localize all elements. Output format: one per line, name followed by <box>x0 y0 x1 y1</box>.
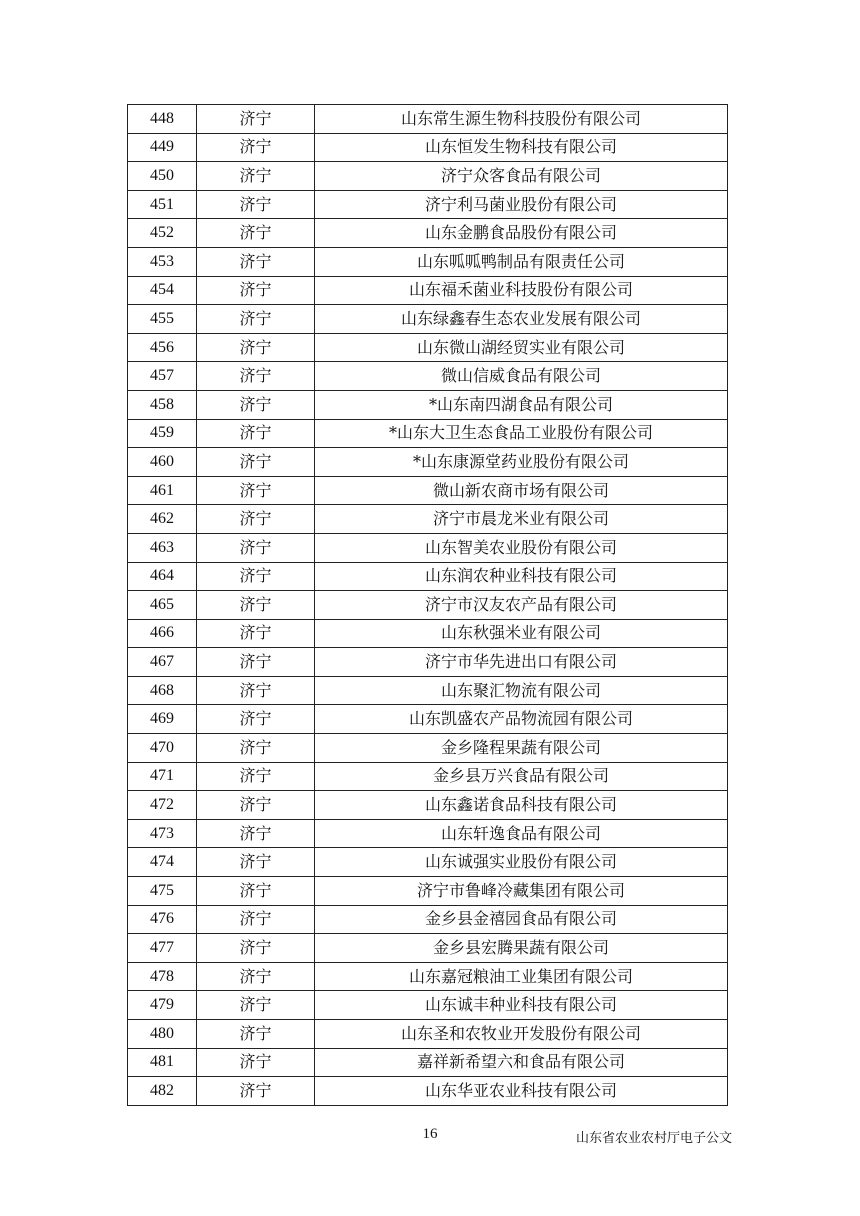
city-cell: 济宁 <box>197 448 315 477</box>
table-row <box>128 848 728 877</box>
table-row <box>128 819 728 848</box>
company-name-cell: 济宁市汉友农产品有限公司 <box>315 591 728 620</box>
table-row <box>128 791 728 820</box>
table-row <box>128 105 728 134</box>
table-row <box>128 448 728 477</box>
row-number-cell: 474 <box>128 848 197 877</box>
table-row <box>128 762 728 791</box>
table-row <box>128 305 728 334</box>
city-cell: 济宁 <box>197 505 315 534</box>
city-cell: 济宁 <box>197 877 315 906</box>
company-name-cell: 金乡县万兴食品有限公司 <box>315 762 728 791</box>
city-cell: 济宁 <box>197 734 315 763</box>
city-cell: 济宁 <box>197 247 315 276</box>
city-cell: 济宁 <box>197 390 315 419</box>
table-row <box>128 591 728 620</box>
row-number-cell: 468 <box>128 676 197 705</box>
city-cell: 济宁 <box>197 962 315 991</box>
company-name-cell: 山东微山湖经贸实业有限公司 <box>315 333 728 362</box>
table-row <box>128 476 728 505</box>
company-name-cell: 山东恒发生物科技有限公司 <box>315 133 728 162</box>
company-name-cell: 山东润农种业科技有限公司 <box>315 562 728 591</box>
row-number-cell: 481 <box>128 1048 197 1077</box>
table-row <box>128 676 728 705</box>
company-name-cell: 山东鑫诺食品科技有限公司 <box>315 791 728 820</box>
company-name-cell: 济宁众客食品有限公司 <box>315 162 728 191</box>
company-name-cell: 山东凯盛农产品物流园有限公司 <box>315 705 728 734</box>
company-name-cell: 山东常生源生物科技股份有限公司 <box>315 105 728 134</box>
city-cell: 济宁 <box>197 105 315 134</box>
table-row <box>128 505 728 534</box>
city-cell: 济宁 <box>197 848 315 877</box>
company-name-cell: 山东华亚农业科技有限公司 <box>315 1077 728 1106</box>
table-row <box>128 562 728 591</box>
city-cell: 济宁 <box>197 905 315 934</box>
table-row <box>128 905 728 934</box>
table-row <box>128 533 728 562</box>
row-number-cell: 479 <box>128 991 197 1020</box>
company-name-cell: 金乡县金禧园食品有限公司 <box>315 905 728 934</box>
company-name-cell: 山东诚强实业股份有限公司 <box>315 848 728 877</box>
row-number-cell: 475 <box>128 877 197 906</box>
company-name-cell: 济宁市晨龙米业有限公司 <box>315 505 728 534</box>
city-cell: 济宁 <box>197 591 315 620</box>
table-row <box>128 619 728 648</box>
city-cell: 济宁 <box>197 162 315 191</box>
row-number-cell: 476 <box>128 905 197 934</box>
city-cell: 济宁 <box>197 676 315 705</box>
company-name-cell: *山东大卫生态食品工业股份有限公司 <box>315 419 728 448</box>
city-cell: 济宁 <box>197 1048 315 1077</box>
city-cell: 济宁 <box>197 619 315 648</box>
company-name-cell: 山东福禾菌业科技股份有限公司 <box>315 276 728 305</box>
row-number-cell: 453 <box>128 247 197 276</box>
company-name-cell: 山东智美农业股份有限公司 <box>315 533 728 562</box>
company-name-cell: 山东呱呱鸭制品有限责任公司 <box>315 247 728 276</box>
city-cell: 济宁 <box>197 705 315 734</box>
page-number: 16 <box>422 1126 438 1142</box>
row-number-cell: 457 <box>128 362 197 391</box>
table-row <box>128 162 728 191</box>
row-number-cell: 465 <box>128 591 197 620</box>
company-name-cell: 山东圣和农牧业开发股份有限公司 <box>315 1020 728 1049</box>
table-row <box>128 934 728 963</box>
table-body <box>128 105 728 1106</box>
table-row <box>128 419 728 448</box>
row-number-cell: 482 <box>128 1077 197 1106</box>
row-number-cell: 466 <box>128 619 197 648</box>
table-row <box>128 276 728 305</box>
company-name-cell: 山东诚丰种业科技有限公司 <box>315 991 728 1020</box>
table-row <box>128 219 728 248</box>
city-cell: 济宁 <box>197 533 315 562</box>
city-cell: 济宁 <box>197 419 315 448</box>
row-number-cell: 451 <box>128 190 197 219</box>
table-row <box>128 1020 728 1049</box>
company-name-cell: 金乡隆程果蔬有限公司 <box>315 734 728 763</box>
row-number-cell: 467 <box>128 648 197 677</box>
company-name-cell: *山东南四湖食品有限公司 <box>315 390 728 419</box>
city-cell: 济宁 <box>197 133 315 162</box>
city-cell: 济宁 <box>197 333 315 362</box>
row-number-cell: 478 <box>128 962 197 991</box>
city-cell: 济宁 <box>197 276 315 305</box>
row-number-cell: 450 <box>128 162 197 191</box>
city-cell: 济宁 <box>197 1020 315 1049</box>
company-name-cell: 山东轩逸食品有限公司 <box>315 819 728 848</box>
row-number-cell: 477 <box>128 934 197 963</box>
table-row <box>128 962 728 991</box>
table-row <box>128 1077 728 1106</box>
company-name-cell: 山东聚汇物流有限公司 <box>315 676 728 705</box>
table-row <box>128 247 728 276</box>
company-name-cell: 微山新农商市场有限公司 <box>315 476 728 505</box>
city-cell: 济宁 <box>197 562 315 591</box>
row-number-cell: 469 <box>128 705 197 734</box>
row-number-cell: 470 <box>128 734 197 763</box>
company-name-cell: 济宁市华先进出口有限公司 <box>315 648 728 677</box>
company-name-cell: 金乡县宏腾果蔬有限公司 <box>315 934 728 963</box>
city-cell: 济宁 <box>197 791 315 820</box>
company-list-table <box>127 104 728 1106</box>
city-cell: 济宁 <box>197 219 315 248</box>
company-name-cell: 山东绿鑫春生态农业发展有限公司 <box>315 305 728 334</box>
company-name-cell: *山东康源堂药业股份有限公司 <box>315 448 728 477</box>
footer-source: 山东省农业农村厅电子公文 <box>575 1131 732 1146</box>
row-number-cell: 449 <box>128 133 197 162</box>
row-number-cell: 461 <box>128 476 197 505</box>
city-cell: 济宁 <box>197 362 315 391</box>
table-row <box>128 133 728 162</box>
city-cell: 济宁 <box>197 991 315 1020</box>
company-name-cell: 济宁市鲁峰冷藏集团有限公司 <box>315 877 728 906</box>
row-number-cell: 460 <box>128 448 197 477</box>
table-row <box>128 877 728 906</box>
table-row <box>128 648 728 677</box>
company-name-cell: 山东金鹏食品股份有限公司 <box>315 219 728 248</box>
row-number-cell: 455 <box>128 305 197 334</box>
city-cell: 济宁 <box>197 819 315 848</box>
row-number-cell: 452 <box>128 219 197 248</box>
table-row <box>128 1048 728 1077</box>
city-cell: 济宁 <box>197 648 315 677</box>
table-row <box>128 734 728 763</box>
city-cell: 济宁 <box>197 190 315 219</box>
row-number-cell: 448 <box>128 105 197 134</box>
row-number-cell: 456 <box>128 333 197 362</box>
row-number-cell: 473 <box>128 819 197 848</box>
row-number-cell: 458 <box>128 390 197 419</box>
company-name-cell: 山东秋强米业有限公司 <box>315 619 728 648</box>
row-number-cell: 472 <box>128 791 197 820</box>
row-number-cell: 464 <box>128 562 197 591</box>
row-number-cell: 459 <box>128 419 197 448</box>
company-name-cell: 济宁利马菌业股份有限公司 <box>315 190 728 219</box>
table-row <box>128 190 728 219</box>
table-row <box>128 333 728 362</box>
row-number-cell: 471 <box>128 762 197 791</box>
company-name-cell: 嘉祥新希望六和食品有限公司 <box>315 1048 728 1077</box>
company-name-cell: 山东嘉冠粮油工业集团有限公司 <box>315 962 728 991</box>
city-cell: 济宁 <box>197 305 315 334</box>
city-cell: 济宁 <box>197 476 315 505</box>
table-row <box>128 390 728 419</box>
table-row <box>128 362 728 391</box>
city-cell: 济宁 <box>197 934 315 963</box>
table-row <box>128 991 728 1020</box>
table-row <box>128 705 728 734</box>
company-name-cell: 微山信威食品有限公司 <box>315 362 728 391</box>
city-cell: 济宁 <box>197 762 315 791</box>
row-number-cell: 480 <box>128 1020 197 1049</box>
row-number-cell: 462 <box>128 505 197 534</box>
city-cell: 济宁 <box>197 1077 315 1106</box>
row-number-cell: 463 <box>128 533 197 562</box>
row-number-cell: 454 <box>128 276 197 305</box>
